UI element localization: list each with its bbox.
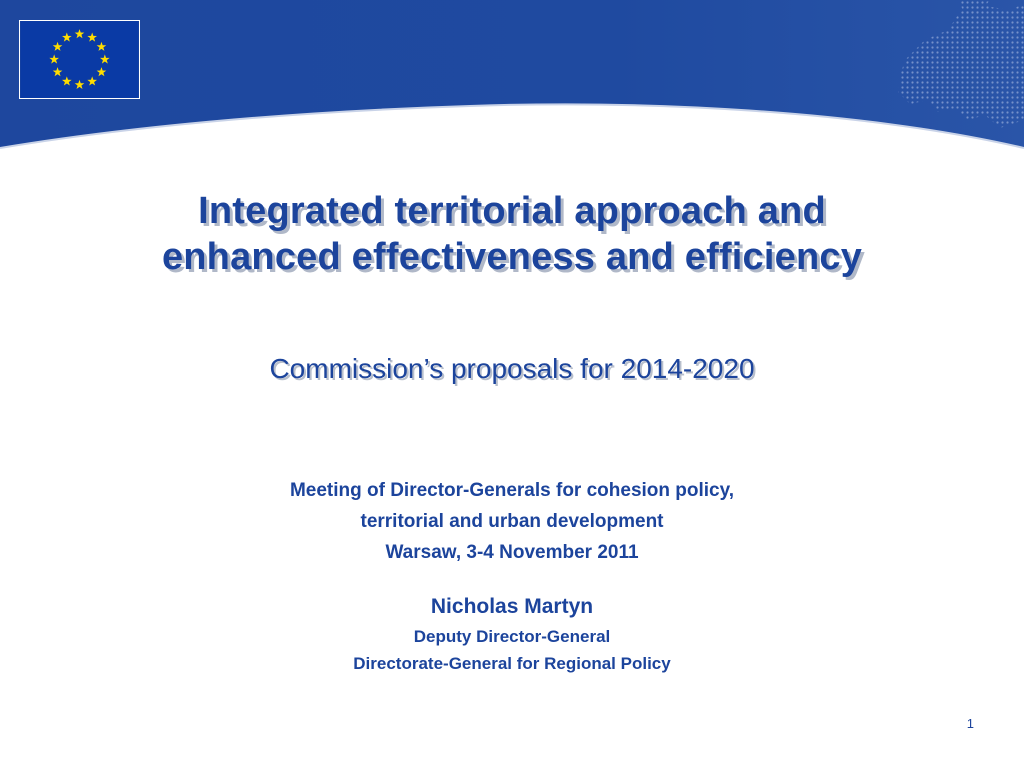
subtitle: Commission’s proposals for 2014-2020 [269, 353, 755, 384]
speaker-info [40, 591, 984, 677]
meeting-line-2: territorial and urban development [360, 511, 664, 532]
header-band [0, 0, 1024, 160]
meeting-line-1: Meeting of Director-Generals for cohesion policy, [289, 480, 735, 501]
speaker-name: Nicholas Martyn [430, 595, 594, 618]
page-number: 1 [966, 716, 974, 731]
meeting-line-3: Warsaw, 3-4 November 2011 [385, 542, 639, 563]
title-line-2: enhanced effectiveness and efficiency [161, 236, 863, 278]
speaker-role: Deputy Director-General [413, 627, 611, 646]
title-line-1: Integrated territorial approach and [198, 190, 826, 232]
speaker-organisation: Directorate-General for Regional Policy [353, 654, 671, 673]
meeting-info [40, 475, 984, 568]
eu-flag-icon [19, 20, 140, 99]
title [40, 188, 984, 280]
